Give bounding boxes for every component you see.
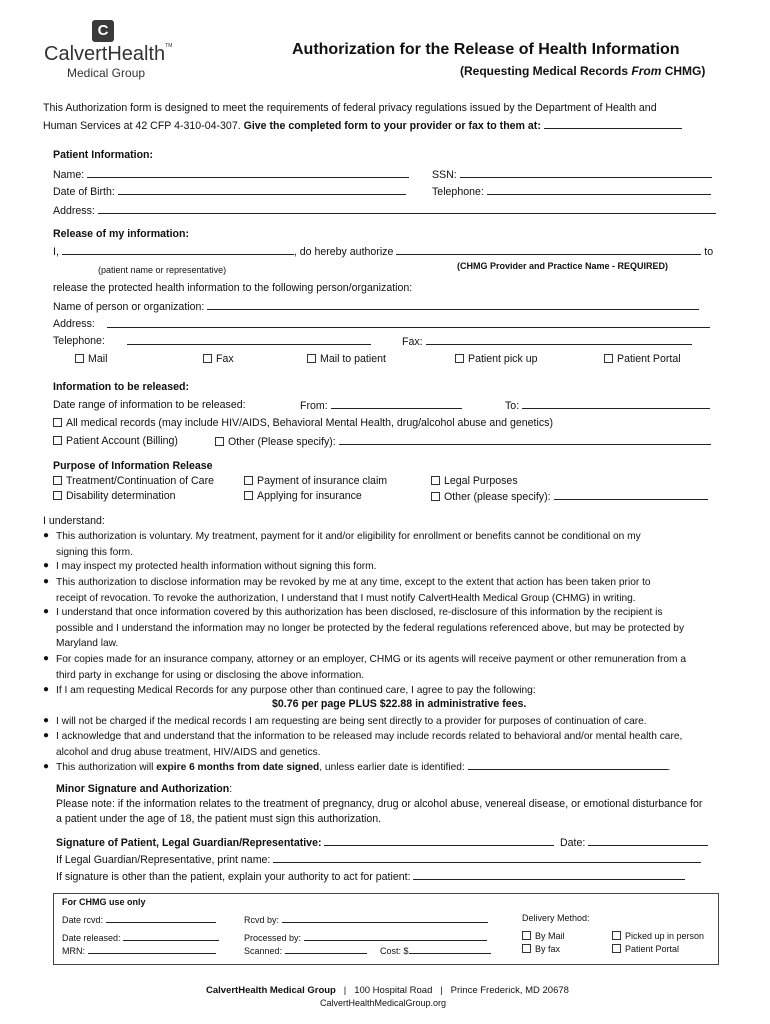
bullet-9: ●: [43, 761, 50, 772]
footer-city: Prince Frederick, MD 20678: [450, 985, 569, 996]
purpose-other-field[interactable]: [554, 490, 708, 500]
release-address-field-wrap: [107, 318, 710, 331]
subtitle-a: (Requesting Medical Records: [460, 64, 632, 78]
footer-website[interactable]: CalvertHealthMedicalGroup.org: [320, 998, 447, 1008]
minor-heading-colon: :: [229, 783, 233, 795]
release-address-field[interactable]: [107, 318, 710, 328]
logo-subtitle: Medical Group: [67, 66, 146, 80]
expiration-date-field[interactable]: [468, 760, 668, 770]
minor-line-2: a patient under the age of 18, the patient must sign this authorization.: [56, 813, 382, 825]
signature-date-label: Date:: [560, 837, 586, 849]
b9-c: , unless earlier date is identified:: [319, 762, 468, 773]
info-from-label: From:: [300, 400, 328, 412]
signature-row: [56, 836, 554, 849]
bullet-1: ●: [43, 530, 50, 541]
purpose-disability-checkbox[interactable]: Disability determination: [53, 490, 176, 502]
intro-line-2a: Human Services at 42 CFP 4-310-04-307.: [43, 120, 244, 132]
understand-b5: [56, 652, 746, 683]
footer-line: [206, 985, 569, 996]
office-cost-label: Cost: $: [380, 946, 409, 956]
minor-line-1: Please note: if the information relates to the treatment of pregnancy, drug or alcohol abuse, venereal disease, or emotional disturbance for: [56, 798, 703, 810]
patient-ssn-label: SSN:: [432, 169, 457, 181]
info-date-range-label: Date range of information to be released:: [53, 399, 246, 411]
intro-line-2: [43, 119, 682, 132]
signature-label: Signature of Patient, Legal Guardian/Representative:: [56, 837, 322, 849]
release-person-field[interactable]: [207, 300, 699, 310]
patient-telephone-row: [432, 185, 711, 198]
bullet-5: ●: [43, 653, 50, 664]
office-date-released-field[interactable]: [123, 931, 219, 941]
office-by-fax-checkbox[interactable]: By fax: [522, 944, 560, 954]
office-date-rcvd-row: [62, 913, 216, 925]
understand-b2: I may inspect my protected health information without signing this form.: [56, 561, 377, 572]
release-i-label: I,: [53, 246, 59, 258]
b9-b: expire 6 months from date signed: [156, 762, 320, 773]
office-processed-by-label: Processed by:: [244, 933, 302, 943]
info-all-records-checkbox[interactable]: All medical records (may include HIV/AIDS, Behavioral Mental Health, drug/alcohol abuse and genetics): [53, 417, 553, 429]
guardian-name-row: [56, 853, 701, 866]
release-telephone-row: [53, 335, 105, 347]
info-heading: Information to be released:: [53, 381, 189, 393]
release-to-label: to: [704, 246, 714, 258]
guardian-name-field[interactable]: [273, 853, 701, 863]
release-provider-field[interactable]: [396, 245, 701, 255]
release-line: release the protected health information to the following person/organization:: [53, 282, 413, 294]
office-picked-up-checkbox[interactable]: Picked up in person: [612, 931, 704, 941]
office-processed-by-row: [244, 931, 487, 943]
office-portal-checkbox[interactable]: Patient Portal: [612, 944, 679, 954]
method-mail-to-patient-checkbox[interactable]: Mail to patient: [307, 353, 386, 365]
release-telephone-label: Telephone:: [53, 335, 105, 347]
office-processed-by-field[interactable]: [304, 931, 487, 941]
guardian-name-label: If Legal Guardian/Representative, print name:: [56, 854, 271, 866]
purpose-legal-checkbox[interactable]: Legal Purposes: [431, 475, 518, 487]
signature-field[interactable]: [324, 836, 554, 846]
understand-b6: If I am requesting Medical Records for any purpose other than continued care, I agree to pay the following:: [56, 685, 536, 696]
bullet-7: ●: [43, 715, 50, 726]
understand-b8: [56, 729, 746, 760]
info-other-checkbox[interactable]: Other (Please specify):: [215, 436, 336, 448]
b4-line2: possible and I understand the information may no longer be protected by the federal regulations referenced above, but may be protected by: [56, 622, 685, 634]
bullet-6: ●: [43, 684, 50, 695]
b8-line1: I acknowledge that and understand that the information to be released may include records related to behavioral and/or mental health care,: [56, 731, 683, 742]
patient-address-row: [53, 204, 716, 217]
understand-b1: [56, 529, 746, 560]
office-mrn-label: MRN:: [62, 946, 85, 956]
footer-sep-1: |: [343, 985, 347, 996]
office-mrn-row: [62, 944, 216, 956]
fee-text: $0.76 per page PLUS $22.88 in administrative fees.: [272, 698, 527, 710]
office-date-rcvd-label: Date rcvd:: [62, 915, 104, 925]
patient-dob-field[interactable]: [118, 185, 406, 195]
patient-dob-row: [53, 185, 406, 198]
understand-b9: This authorization will expire 6 months from date signed, unless earlier date is identified: .: [56, 762, 671, 773]
purpose-insurance-checkbox[interactable]: Applying for insurance: [244, 490, 362, 502]
release-fax-row: [402, 335, 692, 348]
authority-row: [56, 870, 685, 883]
release-telephone-field[interactable]: [127, 335, 371, 345]
release-patient-caption: (patient name or representative): [98, 265, 227, 275]
release-heading: Release of my information:: [53, 228, 189, 240]
logo-brand: [44, 43, 172, 66]
release-authorize-row: [53, 245, 713, 258]
understand-b3: [56, 575, 746, 606]
provider-fax-field[interactable]: [544, 119, 682, 129]
release-telephone-field-wrap: [127, 335, 371, 348]
method-patient-pickup-checkbox[interactable]: Patient pick up: [455, 353, 538, 365]
footer-org: CalvertHealth Medical Group: [206, 985, 336, 996]
b5-line1: For copies made for an insurance company, attorney or an employer, CHMG or its agents will receive payment or other remuneration from a: [56, 654, 687, 665]
logo-brand-text: CalvertHealth: [44, 43, 166, 65]
release-person-label: Name of person or organization:: [53, 301, 205, 313]
b5-line2: third party in exchange for using or disclosing the above information.: [56, 669, 365, 681]
logo-mark-icon: C: [92, 20, 114, 42]
patient-ssn-row: [432, 168, 712, 181]
info-from-field[interactable]: [331, 399, 462, 409]
bullet-4: ●: [43, 606, 50, 617]
signature-date-field[interactable]: [588, 836, 708, 846]
office-delivery-label: Delivery Method:: [522, 913, 590, 923]
b4-line1: I understand that once information covered by this authorization has been disclosed, re-disclosure of this information by the recipient is: [56, 607, 663, 618]
subtitle-from: From: [631, 64, 662, 78]
page-subtitle: [460, 64, 705, 78]
office-heading: For CHMG use only: [62, 897, 146, 907]
patient-telephone-field[interactable]: [487, 185, 711, 195]
purpose-heading: Purpose of Information Release: [53, 460, 213, 472]
patient-dob-label: Date of Birth:: [53, 186, 115, 198]
info-to-row: [505, 399, 710, 412]
info-other-row: [215, 435, 711, 448]
purpose-other-checkbox[interactable]: Other (please specify):: [431, 491, 551, 503]
release-fax-label: Fax:: [402, 336, 423, 348]
office-rcvd-by-field[interactable]: [282, 913, 488, 923]
info-to-field[interactable]: [522, 399, 710, 409]
info-from-row: [300, 399, 462, 412]
b9-a: This authorization will: [56, 762, 157, 773]
footer-address: 100 Hospital Road: [354, 985, 433, 996]
understand-b4: [56, 605, 746, 652]
patient-name-row: [53, 168, 409, 181]
office-mrn-field[interactable]: [88, 944, 216, 954]
authority-label: If signature is other than the patient, explain your authority to act for patient:: [56, 871, 411, 883]
bullet-3: ●: [43, 576, 50, 587]
office-cost-row: [380, 944, 491, 956]
authority-field[interactable]: [413, 870, 685, 880]
office-date-released-label: Date released:: [62, 933, 121, 943]
release-fax-field[interactable]: [426, 335, 692, 345]
office-rcvd-by-label: Rcvd by:: [244, 915, 280, 925]
subtitle-b: CHMG): [661, 64, 706, 78]
release-patient-name-field[interactable]: [62, 245, 294, 255]
patient-address-label: Address:: [53, 205, 95, 217]
patient-ssn-field[interactable]: [460, 168, 712, 178]
understand-b7: I will not be charged if the medical records I am requesting are being sent directly to a provider for purposes of continuation of care.: [56, 716, 647, 727]
info-account-checkbox[interactable]: Patient Account (Billing): [53, 435, 178, 447]
office-cost-field[interactable]: [409, 944, 491, 954]
office-by-mail-checkbox[interactable]: By Mail: [522, 931, 565, 941]
patient-name-field[interactable]: [87, 168, 409, 178]
info-to-label: To:: [505, 400, 520, 412]
method-patient-portal-checkbox[interactable]: Patient Portal: [604, 353, 681, 365]
understand-heading: I understand:: [43, 515, 105, 527]
release-provider-caption: (CHMG Provider and Practice Name - REQUIRED): [457, 261, 669, 271]
patient-address-field[interactable]: [98, 204, 716, 214]
method-fax-checkbox[interactable]: Fax: [203, 353, 234, 365]
purpose-payment-checkbox[interactable]: Payment of insurance claim: [244, 475, 387, 487]
minor-heading-text: Minor Signature and Authorization: [56, 783, 230, 795]
patient-info-heading: Patient Information:: [53, 149, 154, 161]
bullet-8: ●: [43, 730, 50, 741]
office-date-released-row: [62, 931, 219, 943]
release-person-row: [53, 300, 699, 313]
info-other-field[interactable]: [339, 435, 711, 445]
office-use-box: [53, 893, 719, 965]
method-mail-checkbox[interactable]: Mail: [75, 353, 107, 365]
office-scanned-row: [244, 944, 367, 956]
b3-line2: receipt of revocation. To revoke the authorization, I understand that I must notify CalvertHealth Medical Group (CHMG) in writing.: [56, 592, 636, 604]
minor-heading: [56, 783, 232, 795]
intro-line-2b: Give the completed form to your provider or fax to them at:: [243, 120, 544, 132]
office-date-rcvd-field[interactable]: [106, 913, 216, 923]
release-address-row: [53, 318, 95, 330]
logo-tm: TM: [165, 43, 173, 49]
bullet-2: ●: [43, 560, 50, 571]
purpose-treatment-checkbox[interactable]: Treatment/Continuation of Care: [53, 475, 214, 487]
signature-date-row: [560, 836, 708, 849]
b8-line2: alcohol and drug abuse treatment, HIV/AIDS and genetics.: [56, 746, 321, 758]
office-rcvd-by-row: [244, 913, 488, 925]
b1-line1: This authorization is voluntary. My treatment, payment for it and/or eligibility for enrollment or benefits cannot be conditional on my: [56, 531, 641, 542]
office-scanned-label: Scanned:: [244, 946, 283, 956]
b1-line2: signing this form.: [56, 546, 134, 558]
footer-sep-2: |: [440, 985, 443, 996]
b3-line1: This authorization to disclose information may be revoked by me at any time, except to the extent that action has been taken prior to: [56, 577, 651, 588]
page-title: Authorization for the Release of Health Information: [292, 41, 680, 58]
patient-name-label: Name:: [53, 169, 85, 181]
release-authorize-text: , do hereby authorize: [293, 246, 394, 258]
patient-telephone-label: Telephone:: [432, 186, 484, 198]
release-address-label: Address:: [53, 318, 95, 330]
office-scanned-field[interactable]: [285, 944, 367, 954]
b4-line3: Maryland law.: [56, 638, 119, 649]
intro-line-1: This Authorization form is designed to meet the requirements of federal privacy regulations issued by the Department of Health and: [43, 102, 657, 114]
purpose-other-row: [431, 490, 708, 503]
